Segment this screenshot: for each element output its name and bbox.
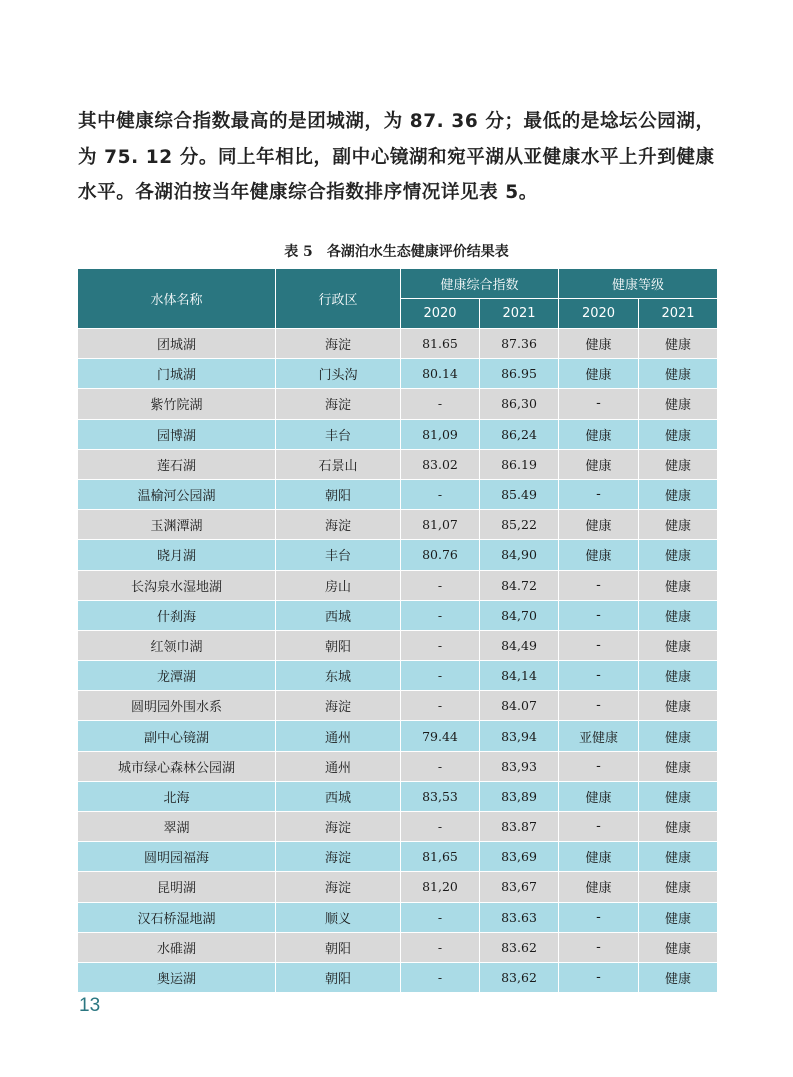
index-2020-cell: - xyxy=(401,751,480,781)
grade-2020-cell: - xyxy=(559,630,639,660)
grade-2020-cell: - xyxy=(559,751,639,781)
grade-2021-cell: 健康 xyxy=(639,721,718,751)
index-2021-cell: 84,14 xyxy=(480,661,559,691)
water-body-name-cell: 团城湖 xyxy=(78,329,276,359)
grade-2020-cell: - xyxy=(559,479,639,509)
district-cell: 丰台 xyxy=(276,419,401,449)
grade-2020-cell: 健康 xyxy=(559,449,639,479)
district-cell: 丰台 xyxy=(276,540,401,570)
header-year: 2021 xyxy=(639,299,718,329)
water-body-name-cell: 紫竹院湖 xyxy=(78,389,276,419)
district-cell: 朝阳 xyxy=(276,630,401,660)
table-caption xyxy=(0,241,793,261)
index-2021-cell: 87.36 xyxy=(480,329,559,359)
table-row xyxy=(78,962,718,992)
table-row xyxy=(78,932,718,962)
index-2021-cell: 83,69 xyxy=(480,842,559,872)
district-cell: 房山 xyxy=(276,570,401,600)
table-title: 各湖泊水生态健康评价结果表 xyxy=(326,244,509,260)
grade-2021-cell: 健康 xyxy=(639,449,718,479)
index-2021-cell: 86.95 xyxy=(480,359,559,389)
water-body-name-cell: 奥运湖 xyxy=(78,962,276,992)
index-2020-cell: 81,20 xyxy=(401,872,480,902)
table-row xyxy=(78,389,718,419)
table-row xyxy=(78,661,718,691)
district-cell: 海淀 xyxy=(276,872,401,902)
index-2020-cell: - xyxy=(401,812,480,842)
index-2021-cell: 83,89 xyxy=(480,781,559,811)
index-2021-cell: 83,93 xyxy=(480,751,559,781)
grade-2020-cell: - xyxy=(559,932,639,962)
water-body-name-cell: 水碓湖 xyxy=(78,932,276,962)
grade-2021-cell: 健康 xyxy=(639,389,718,419)
water-body-name-cell: 龙潭湖 xyxy=(78,661,276,691)
page-number: 13 xyxy=(79,995,101,1016)
grade-2021-cell: 健康 xyxy=(639,932,718,962)
water-body-name-cell: 温榆河公园湖 xyxy=(78,479,276,509)
district-cell: 海淀 xyxy=(276,510,401,540)
table-row xyxy=(78,570,718,600)
district-cell: 朝阳 xyxy=(276,962,401,992)
district-cell: 通州 xyxy=(276,721,401,751)
grade-2021-cell: 健康 xyxy=(639,630,718,660)
index-2021-cell: 85.49 xyxy=(480,479,559,509)
intro-line: 水平。各湖泊按当年健康综合指数排序情况详见表 5。 xyxy=(78,182,538,203)
grade-2020-cell: - xyxy=(559,570,639,600)
grade-2021-cell: 健康 xyxy=(639,781,718,811)
grade-2020-cell: 健康 xyxy=(559,872,639,902)
grade-2020-cell: 健康 xyxy=(559,329,639,359)
index-2020-cell: 81.65 xyxy=(401,329,480,359)
water-body-name-cell: 城市绿心森林公园湖 xyxy=(78,751,276,781)
header-health-grade: 健康等级 xyxy=(559,269,718,299)
table-row xyxy=(78,842,718,872)
grade-2020-cell: 健康 xyxy=(559,540,639,570)
district-cell: 海淀 xyxy=(276,812,401,842)
district-cell: 海淀 xyxy=(276,691,401,721)
grade-2020-cell: 健康 xyxy=(559,359,639,389)
header-year: 2020 xyxy=(559,299,639,329)
index-2021-cell: 85,22 xyxy=(480,510,559,540)
index-2020-cell: - xyxy=(401,962,480,992)
table-row xyxy=(78,691,718,721)
index-2021-cell: 83.63 xyxy=(480,902,559,932)
table-row xyxy=(78,510,718,540)
table-row xyxy=(78,600,718,630)
grade-2020-cell: - xyxy=(559,812,639,842)
index-2020-cell: 83,53 xyxy=(401,781,480,811)
index-2020-cell: 83.02 xyxy=(401,449,480,479)
table-row xyxy=(78,630,718,660)
index-2020-cell: - xyxy=(401,691,480,721)
index-2021-cell: 83,62 xyxy=(480,962,559,992)
header-year: 2021 xyxy=(480,299,559,329)
grade-2021-cell: 健康 xyxy=(639,812,718,842)
water-body-name-cell: 门城湖 xyxy=(78,359,276,389)
header-water-body: 水体名称 xyxy=(78,269,276,329)
intro-line: 为 75. 12 分。同上年相比，副中心镜湖和宛平湖从亚健康水平上升到健康 xyxy=(78,146,715,168)
header-health-index: 健康综合指数 xyxy=(401,269,559,299)
district-cell: 海淀 xyxy=(276,389,401,419)
intro-paragraph xyxy=(78,104,728,211)
table-row xyxy=(78,359,718,389)
grade-2021-cell: 健康 xyxy=(639,510,718,540)
table-row xyxy=(78,751,718,781)
grade-2021-cell: 健康 xyxy=(639,902,718,932)
table-row xyxy=(78,721,718,751)
grade-2021-cell: 健康 xyxy=(639,751,718,781)
water-body-name-cell: 什刹海 xyxy=(78,600,276,630)
grade-2020-cell: 健康 xyxy=(559,419,639,449)
table-row xyxy=(78,902,718,932)
index-2020-cell: 81,07 xyxy=(401,510,480,540)
table-row xyxy=(78,479,718,509)
grade-2020-cell: 健康 xyxy=(559,510,639,540)
index-2020-cell: - xyxy=(401,630,480,660)
index-2021-cell: 84,49 xyxy=(480,630,559,660)
index-2021-cell: 84.72 xyxy=(480,570,559,600)
district-cell: 朝阳 xyxy=(276,932,401,962)
index-2020-cell: 80.76 xyxy=(401,540,480,570)
grade-2020-cell: - xyxy=(559,962,639,992)
district-cell: 西城 xyxy=(276,781,401,811)
grade-2021-cell: 健康 xyxy=(639,962,718,992)
grade-2021-cell: 健康 xyxy=(639,479,718,509)
grade-2021-cell: 健康 xyxy=(639,359,718,389)
table-header xyxy=(78,269,718,329)
water-body-name-cell: 翠湖 xyxy=(78,812,276,842)
district-cell: 东城 xyxy=(276,661,401,691)
grade-2020-cell: - xyxy=(559,661,639,691)
grade-2021-cell: 健康 xyxy=(639,691,718,721)
table-row xyxy=(78,781,718,811)
water-body-name-cell: 红领巾湖 xyxy=(78,630,276,660)
table-row xyxy=(78,872,718,902)
water-body-name-cell: 昆明湖 xyxy=(78,872,276,902)
district-cell: 通州 xyxy=(276,751,401,781)
district-cell: 石景山 xyxy=(276,449,401,479)
index-2020-cell: - xyxy=(401,661,480,691)
water-body-name-cell: 玉渊潭湖 xyxy=(78,510,276,540)
district-cell: 顺义 xyxy=(276,902,401,932)
water-body-name-cell: 汉石桥湿地湖 xyxy=(78,902,276,932)
grade-2021-cell: 健康 xyxy=(639,540,718,570)
grade-2021-cell: 健康 xyxy=(639,842,718,872)
index-2021-cell: 84,90 xyxy=(480,540,559,570)
district-cell: 西城 xyxy=(276,600,401,630)
district-cell: 朝阳 xyxy=(276,479,401,509)
index-2021-cell: 84.07 xyxy=(480,691,559,721)
index-2020-cell: - xyxy=(401,932,480,962)
grade-2021-cell: 健康 xyxy=(639,570,718,600)
index-2020-cell: - xyxy=(401,479,480,509)
index-2020-cell: 81,09 xyxy=(401,419,480,449)
header-year: 2020 xyxy=(401,299,480,329)
district-cell: 海淀 xyxy=(276,329,401,359)
table-row xyxy=(78,812,718,842)
district-cell: 海淀 xyxy=(276,842,401,872)
header-district: 行政区 xyxy=(276,269,401,329)
grade-2020-cell: 亚健康 xyxy=(559,721,639,751)
index-2020-cell: - xyxy=(401,902,480,932)
table-row xyxy=(78,540,718,570)
table-row xyxy=(78,449,718,479)
grade-2020-cell: - xyxy=(559,691,639,721)
grade-2021-cell: 健康 xyxy=(639,872,718,902)
grade-2020-cell: - xyxy=(559,389,639,419)
index-2020-cell: - xyxy=(401,570,480,600)
index-2021-cell: 86,30 xyxy=(480,389,559,419)
index-2020-cell: - xyxy=(401,600,480,630)
index-2021-cell: 83.87 xyxy=(480,812,559,842)
table-row xyxy=(78,329,718,359)
water-body-name-cell: 莲石湖 xyxy=(78,449,276,479)
index-2020-cell: 79.44 xyxy=(401,721,480,751)
table-number: 表 5 xyxy=(284,244,313,260)
index-2020-cell: 80.14 xyxy=(401,359,480,389)
grade-2020-cell: - xyxy=(559,600,639,630)
index-2021-cell: 83.62 xyxy=(480,932,559,962)
water-body-name-cell: 副中心镜湖 xyxy=(78,721,276,751)
water-body-name-cell: 晓月湖 xyxy=(78,540,276,570)
index-2021-cell: 84,70 xyxy=(480,600,559,630)
intro-line: 其中健康综合指数最高的是团城湖，为 87. 36 分；最低的是埝坛公园湖， xyxy=(78,111,715,132)
water-body-name-cell: 圆明园福海 xyxy=(78,842,276,872)
grade-2021-cell: 健康 xyxy=(639,661,718,691)
grade-2021-cell: 健康 xyxy=(639,329,718,359)
grade-2021-cell: 健康 xyxy=(639,419,718,449)
lake-health-table xyxy=(77,268,718,993)
water-body-name-cell: 园博湖 xyxy=(78,419,276,449)
grade-2020-cell: 健康 xyxy=(559,781,639,811)
table-body xyxy=(78,329,718,993)
district-cell: 门头沟 xyxy=(276,359,401,389)
water-body-name-cell: 北海 xyxy=(78,781,276,811)
index-2020-cell: 81,65 xyxy=(401,842,480,872)
grade-2020-cell: - xyxy=(559,902,639,932)
index-2020-cell: - xyxy=(401,389,480,419)
water-body-name-cell: 长沟泉水湿地湖 xyxy=(78,570,276,600)
grade-2021-cell: 健康 xyxy=(639,600,718,630)
index-2021-cell: 86.19 xyxy=(480,449,559,479)
water-body-name-cell: 圆明园外围水系 xyxy=(78,691,276,721)
index-2021-cell: 83,94 xyxy=(480,721,559,751)
index-2021-cell: 86,24 xyxy=(480,419,559,449)
table-row xyxy=(78,419,718,449)
index-2021-cell: 83,67 xyxy=(480,872,559,902)
grade-2020-cell: 健康 xyxy=(559,842,639,872)
